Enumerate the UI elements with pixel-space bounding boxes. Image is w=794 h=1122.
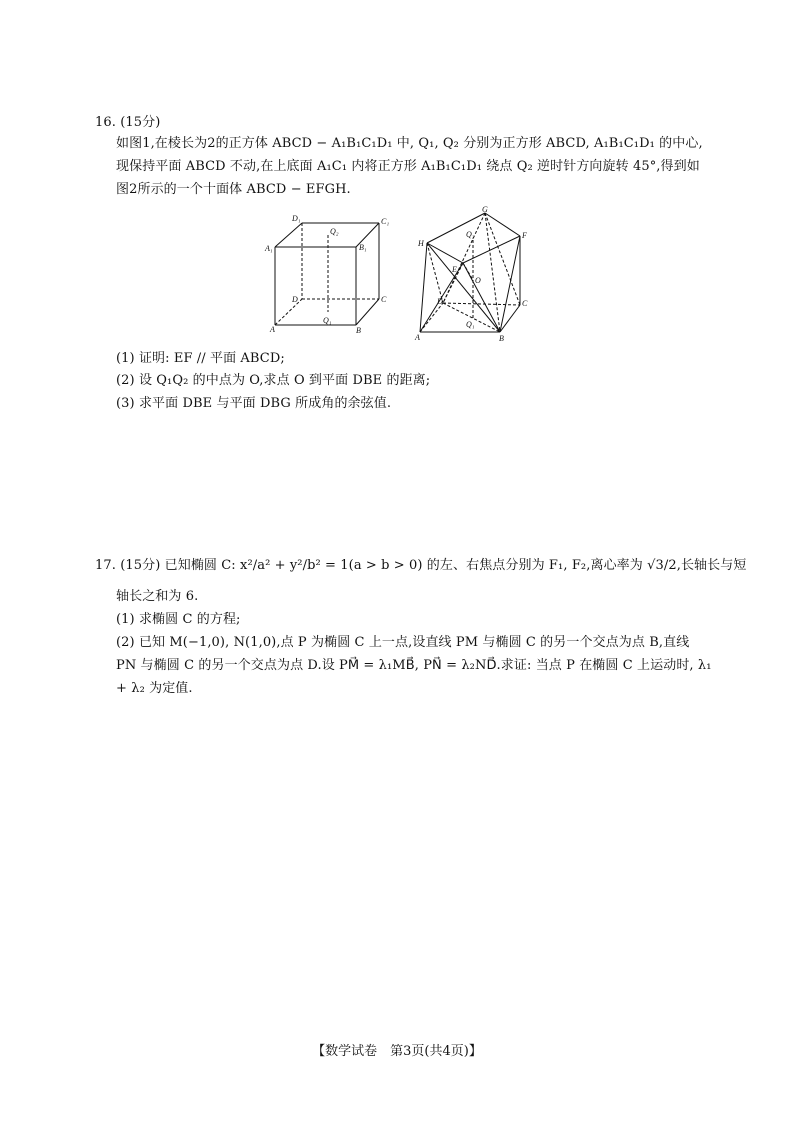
edge-gb-hidden (485, 213, 500, 332)
edge-fb (500, 236, 520, 332)
edge-ad-hidden (275, 299, 302, 325)
problem-17-line-3: (1) 求椭圆 C 的方程; (116, 612, 241, 627)
problem-16-question-3: (3) 求平面 DBE 与平面 DBG 所成角的余弦值. (116, 396, 392, 411)
label-g: G (482, 205, 488, 214)
edge-fe (463, 236, 520, 263)
label-f: F (522, 231, 527, 240)
edge-gd-hidden (443, 213, 485, 303)
label-h: H (418, 239, 424, 248)
label-d: D (292, 295, 298, 304)
edge-ad-hidden (420, 303, 443, 332)
problem-16-stem-line-1: 如图1,在棱长为2的正方体 ABCD − A₁B₁C₁D₁ 中, Q₁, Q₂ 分别为正方形 ABCD, A₁B₁C₁D₁ 的中心, (116, 136, 703, 151)
label-d1: D₁ (292, 214, 301, 223)
page-footer: 【数学试卷 第3页(共4页)】 (312, 1044, 482, 1059)
edge-eh (427, 243, 463, 263)
label-a1: A₁ (265, 244, 273, 253)
problem-17-line-5: PN 与椭圆 C 的另一个交点为点 D.设 PM⃗ = λ₁MB⃗, PN⃗ = λ₂ND⃗.求证: 当点 P 在椭圆 C 上运动时, λ₁ (116, 658, 712, 673)
problem-16-stem-line-2: 现保持平面 ABCD 不动,在上底面 A₁C₁ 内将正方形 A₁B₁C₁D₁ 绕点 Q₂ 逆时针方向旋转 45°,得到如 (116, 159, 700, 174)
label-c: C (522, 299, 528, 308)
label-q1: Q₁ (466, 320, 475, 329)
edge-a1d1 (275, 223, 302, 247)
label-a: A (415, 333, 420, 342)
problem-17-line-6: + λ₂ 为定值. (116, 681, 193, 696)
edge-bc (356, 299, 379, 325)
label-c1: C₁ (381, 217, 390, 226)
edge-hb (427, 243, 500, 332)
problem-17-line-1: 17. (15分) 已知椭圆 C: x²/a² + y²/b² = 1(a > b > 0) 的左、右焦点分别为 F₁, F₂,离心率为 √3/2,长轴长与短 (95, 558, 747, 573)
edge-dc-hidden (443, 303, 520, 305)
label-b: B (356, 326, 361, 335)
label-o: O (475, 276, 481, 285)
problem-16-header: 16. (15分) (95, 115, 161, 130)
problem-16-stem-line-3: 图2所示的一个十面体 ABCD − EFGH. (116, 182, 351, 197)
label-a: A (270, 325, 275, 334)
problem-16-question-1: (1) 证明: EF // 平面 ABCD; (116, 351, 285, 366)
figure-1-cube (275, 223, 379, 325)
label-e: E (452, 265, 457, 274)
label-d: D (437, 297, 443, 306)
label-b: B (499, 334, 504, 343)
label-q2: Q₂ (330, 227, 339, 236)
edge-ha (420, 243, 427, 332)
label-q2: Q₂ (466, 230, 475, 239)
label-q1: Q₁ (323, 316, 332, 325)
figure-2-labels (414, 205, 528, 343)
problem-16-question-2: (2) 设 Q₁Q₂ 的中点为 O,求点 O 到平面 DBE 的距离; (116, 373, 431, 388)
problem-17-line-4: (2) 已知 M(−1,0), N(1,0),点 P 为椭圆 C 上一点,设直线 PM 与椭圆 C 的另一个交点为点 B,直线 (116, 635, 690, 650)
edge-gf (485, 213, 520, 236)
label-c: C (381, 295, 387, 304)
problem-17-line-2: 轴长之和为 6. (116, 589, 199, 604)
label-b1: B₁ (359, 243, 367, 252)
edge-hg (427, 213, 485, 243)
